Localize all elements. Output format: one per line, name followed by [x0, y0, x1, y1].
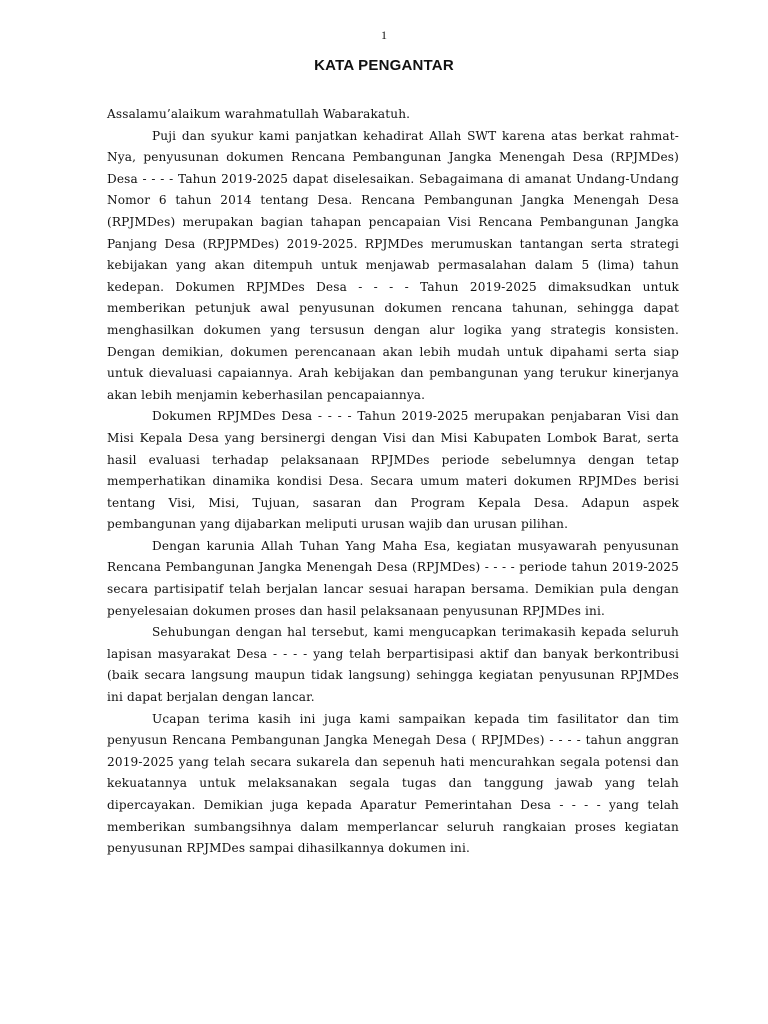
greeting: Assalamu’alaikum warahmatullah Wabarakatuh. — [107, 107, 411, 121]
paragraph-3: Dengan karunia Allah Tuhan Yang Maha Esa, kegiatan musyawarah penyusunan Rencana Pembangunan Jangka Menengah Desa (RPJMDes) - - - - periode tahun 2019-2025 secara partisipatif telah berjalan lancar sesuai harapan bersama. Demikian pula dengan penyelesaian dokumen proses dan hasil pelaksanaan penyusunan RPJMDes ini. — [107, 538, 679, 618]
page-title: KATA PENGANTAR — [314, 57, 454, 74]
paragraph-1: Puji dan syukur kami panjatkan kehadirat Allah SWT karena atas berkat rahmat-Nya, penyusunan dokumen Rencana Pembangunan Jangka Menengah Desa (RPJMDes) Desa - - - - Tahun 2019-2025 dapat diselesaikan. Sebagaimana di amanat Undang-Undang Nomor 6 tahun 2014 tentang Desa. Rencana Pembangunan Jangka Menengah Desa (RPJMDes) merupakan bagian tahapan pencapaian Visi Rencana Pembangunan Jangka Panjang Desa (RPJPMDes) 2019-2025. RPJMDes merumuskan tantangan serta strategi kebijakan yang akan ditempuh untuk menjawab permasalahan dalam 5 (lima) tahun kedepan. Dokumen RPJMDes Desa - - - - Tahun 2019-2025 dimaksudkan untuk memberikan petunjuk awal penyusunan dokumen rencana tahunan, sehingga dapat menghasilkan dokumen yang tersusun dengan alur logika yang strategis konsisten. Dengan demikian, dokumen perencanaan akan lebih mudah untuk dipahami serta siap untuk dievaluasi capaiannya. Arah kebijakan dan pembangunan yang terukur kinerjanya akan lebih menjamin keberhasilan pencapaiannya. — [107, 128, 679, 402]
paragraph-4: Sehubungan dengan hal tersebut, kami mengucapkan terimakasih kepada seluruh lapisan masyarakat Desa - - - - yang telah berpartisipasi aktif dan banyak berkontribusi (baik secara langsung maupun tidak langsung) sehingga kegiatan penyusunan RPJMDes ini dapat berjalan dengan lancar. — [107, 625, 679, 705]
document-body — [107, 104, 679, 860]
paragraph-2: Dokumen RPJMDes Desa - - - - Tahun 2019-2025 merupakan penjabaran Visi dan Misi Kepala Desa yang bersinergi dengan Visi dan Misi Kabupaten Lombok Barat, serta hasil evaluasi terhadap pelaksanaan RPJMDes periode sebelumnya dengan tetap memperhatikan dinamika kondisi Desa. Secara umum materi dokumen RPJMDes berisi tentang Visi, Misi, Tujuan, sasaran dan Program Kepala Desa. Adapun aspek pembangunan yang dijabarkan meliputi urusan wajib dan urusan pilihan. — [107, 409, 679, 532]
page-number: 1 — [381, 28, 387, 42]
paragraph-5: Ucapan terima kasih ini juga kami sampaikan kepada tim fasilitator dan tim penyusun Rencana Pembangunan Jangka Menegah Desa ( RPJMDes) - - - - tahun anggran 2019-2025 yang telah secara sukarela dan sepenuh hati mencurahkan segala potensi dan kekuatannya untuk melaksanakan segala tugas dan tanggung jawab yang telah dipercayakan. Demikian juga kepada Aparatur Pemerintahan Desa - - - - yang telah memberikan sumbangsihnya dalam memperlancar seluruh rangkaian proses kegiatan penyusunan RPJMDes sampai dihasilkannya dokumen ini. — [107, 711, 679, 856]
